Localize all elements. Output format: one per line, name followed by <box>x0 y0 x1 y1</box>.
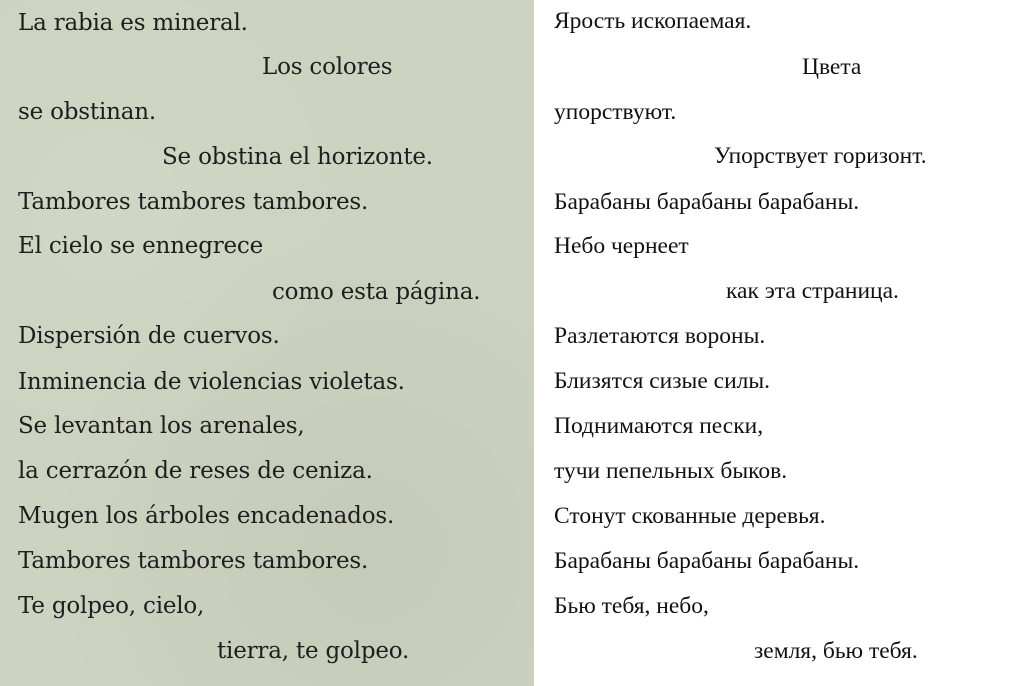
spanish-line-8: Dispersión de cuervos. <box>18 323 280 349</box>
russian-line-4: Упорствует горизонт. <box>714 143 927 169</box>
russian-line-10: Поднимаются пески, <box>554 413 764 439</box>
russian-line-11: тучи пепельных быков. <box>554 458 788 484</box>
spanish-line-13: Tambores tambores tambores. <box>18 548 369 574</box>
russian-line-1: Ярость ископаемая. <box>554 8 752 34</box>
spanish-line-3: se obstinan. <box>18 99 156 125</box>
russian-line-2: Цвета <box>802 54 862 80</box>
spanish-line-7: como esta página. <box>272 279 481 305</box>
russian-line-12: Стонут скованные деревья. <box>554 503 826 529</box>
spanish-line-2: Los colores <box>262 54 393 80</box>
spanish-line-5: Tambores tambores tambores. <box>18 189 369 215</box>
russian-line-8: Разлетаются вороны. <box>554 323 766 349</box>
russian-line-15: земля, бью тебя. <box>754 638 918 664</box>
russian-line-14: Бью тебя, небо, <box>554 593 709 619</box>
spanish-line-12: Mugen los árboles encadenados. <box>18 503 395 529</box>
russian-line-13: Барабаны барабаны барабаны. <box>554 548 860 574</box>
spanish-line-4: Se obstina el horizonte. <box>162 144 433 170</box>
russian-line-6: Небо чернеет <box>554 233 689 259</box>
russian-line-3: упорствуют. <box>554 99 677 125</box>
spanish-line-15: tierra, te golpeo. <box>217 638 410 664</box>
russian-line-9: Близятся сизые силы. <box>554 368 771 394</box>
spanish-line-1: La rabia es mineral. <box>18 10 248 36</box>
spanish-line-6: El cielo se ennegrece <box>18 233 264 259</box>
russian-line-5: Барабаны барабаны барабаны. <box>554 189 860 215</box>
russian-translation-panel <box>534 0 1022 686</box>
spanish-line-10: Se levantan los arenales, <box>18 413 305 439</box>
spanish-line-11: la cerrazón de reses de ceniza. <box>18 458 373 484</box>
spanish-line-9: Inminencia de violencias violetas. <box>18 369 405 395</box>
spanish-line-14: Te golpeo, cielo, <box>18 593 205 619</box>
russian-line-7: как эта страница. <box>726 278 899 304</box>
